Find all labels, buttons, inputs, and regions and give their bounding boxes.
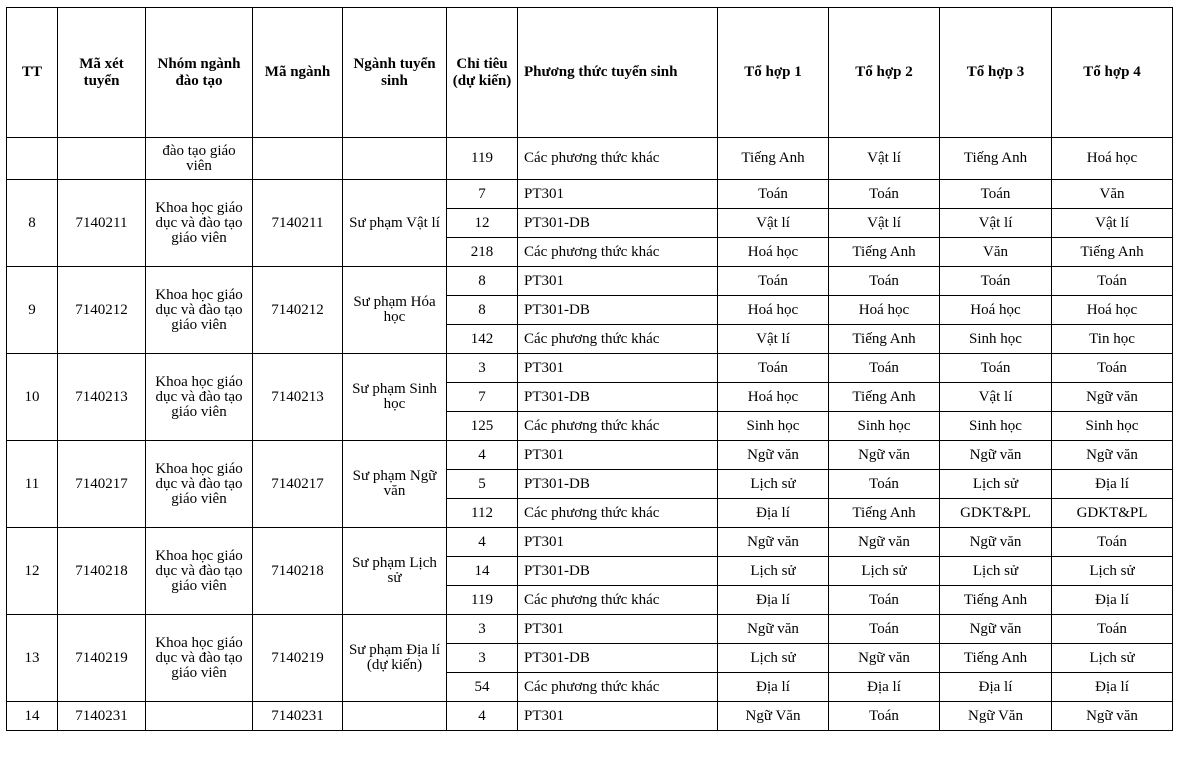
header-method: Phương thức tuyển sinh — [518, 8, 718, 138]
combo-cell: Tin học — [1052, 325, 1173, 354]
tt-cell: 8 — [7, 180, 58, 267]
combo-cell: Hoá học — [718, 296, 829, 325]
tt-cell — [7, 138, 58, 180]
header-field-group: Nhóm ngành đào tạo — [146, 8, 253, 138]
method-cell: PT301 — [518, 180, 718, 209]
combo-cell: Văn — [940, 238, 1052, 267]
combo-cell: Ngữ văn — [1052, 383, 1173, 412]
combo-cell: Tiếng Anh — [718, 138, 829, 180]
combo-cell: Vật lí — [940, 209, 1052, 238]
combo-cell: Toán — [829, 615, 940, 644]
combo-cell: Tiếng Anh — [829, 238, 940, 267]
combo-cell: Toán — [1052, 267, 1173, 296]
combo-cell: Toán — [829, 470, 940, 499]
admission-code-cell: 7140213 — [58, 354, 146, 441]
combo-cell: Toán — [1052, 528, 1173, 557]
major-code-cell: 7140211 — [253, 180, 343, 267]
method-cell: PT301-DB — [518, 470, 718, 499]
method-cell: Các phương thức khác — [518, 238, 718, 267]
combo-cell: Toán — [718, 267, 829, 296]
method-cell: PT301 — [518, 615, 718, 644]
combo-cell: GDKT&PL — [940, 499, 1052, 528]
combo-cell: Địa lí — [718, 499, 829, 528]
header-combo-4: Tổ hợp 4 — [1052, 8, 1173, 138]
quota-cell: 142 — [447, 325, 518, 354]
quota-cell: 125 — [447, 412, 518, 441]
tt-cell: 9 — [7, 267, 58, 354]
method-cell: PT301-DB — [518, 383, 718, 412]
combo-cell: Toán — [829, 354, 940, 383]
major-code-cell: 7140231 — [253, 702, 343, 731]
combo-cell: Toán — [1052, 354, 1173, 383]
method-cell: PT301 — [518, 267, 718, 296]
combo-cell: Toán — [829, 586, 940, 615]
admission-code-cell: 7140211 — [58, 180, 146, 267]
combo-cell: Toán — [829, 267, 940, 296]
major-code-cell: 7140217 — [253, 441, 343, 528]
field-group-cell: Khoa học giáo dục và đào tạo giáo viên — [146, 354, 253, 441]
combo-cell: Địa lí — [718, 673, 829, 702]
combo-cell: Vật lí — [718, 209, 829, 238]
quota-cell: 3 — [447, 644, 518, 673]
combo-cell: Vật lí — [1052, 209, 1173, 238]
table-row — [7, 354, 1173, 383]
quota-cell: 4 — [447, 441, 518, 470]
combo-cell: Ngữ văn — [718, 615, 829, 644]
combo-cell: Tiếng Anh — [940, 644, 1052, 673]
combo-cell: Hoá học — [1052, 296, 1173, 325]
quota-cell: 119 — [447, 586, 518, 615]
field-group-cell: Khoa học giáo dục và đào tạo giáo viên — [146, 180, 253, 267]
combo-cell: Văn — [1052, 180, 1173, 209]
combo-cell: Sinh học — [1052, 412, 1173, 441]
combo-cell: Hoá học — [718, 383, 829, 412]
header-tt: TT — [7, 8, 58, 138]
field-group-cell: Khoa học giáo dục và đào tạo giáo viên — [146, 267, 253, 354]
major-cell: Sư phạm Sinh học — [343, 354, 447, 441]
combo-cell: Địa lí — [1052, 673, 1173, 702]
major-code-cell: 7140218 — [253, 528, 343, 615]
quota-cell: 3 — [447, 354, 518, 383]
major-code-cell: 7140213 — [253, 354, 343, 441]
quota-cell: 7 — [447, 180, 518, 209]
combo-cell: Toán — [940, 267, 1052, 296]
combo-cell: Lịch sử — [718, 557, 829, 586]
method-cell: Các phương thức khác — [518, 499, 718, 528]
header-combo-2: Tổ hợp 2 — [829, 8, 940, 138]
header-admission-code: Mã xét tuyển — [58, 8, 146, 138]
field-group-cell: Khoa học giáo dục và đào tạo giáo viên — [146, 615, 253, 702]
header-combo-1: Tổ hợp 1 — [718, 8, 829, 138]
major-code-cell — [253, 138, 343, 180]
method-cell: PT301-DB — [518, 296, 718, 325]
combo-cell: Sinh học — [940, 412, 1052, 441]
tt-cell: 11 — [7, 441, 58, 528]
method-cell: PT301 — [518, 354, 718, 383]
table-row — [7, 702, 1173, 731]
quota-cell: 112 — [447, 499, 518, 528]
field-group-cell: Khoa học giáo dục và đào tạo giáo viên — [146, 528, 253, 615]
combo-cell: Địa lí — [1052, 470, 1173, 499]
method-cell: PT301 — [518, 702, 718, 731]
tt-cell: 13 — [7, 615, 58, 702]
combo-cell: Địa lí — [829, 673, 940, 702]
quota-cell: 119 — [447, 138, 518, 180]
admission-code-cell: 7140217 — [58, 441, 146, 528]
combo-cell: Ngữ văn — [829, 441, 940, 470]
method-cell: PT301 — [518, 528, 718, 557]
tt-cell: 12 — [7, 528, 58, 615]
method-cell: Các phương thức khác — [518, 673, 718, 702]
method-cell: PT301 — [518, 441, 718, 470]
combo-cell: Hoá học — [829, 296, 940, 325]
combo-cell: Toán — [1052, 615, 1173, 644]
table-row — [7, 267, 1173, 296]
combo-cell: Tiếng Anh — [940, 138, 1052, 180]
table-row — [7, 138, 1173, 180]
field-group-cell — [146, 702, 253, 731]
quota-cell: 218 — [447, 238, 518, 267]
tt-cell: 10 — [7, 354, 58, 441]
combo-cell: Ngữ văn — [718, 441, 829, 470]
header-major: Ngành tuyển sinh — [343, 8, 447, 138]
combo-cell: Ngữ văn — [1052, 702, 1173, 731]
header-row — [7, 8, 1173, 138]
table-row — [7, 180, 1173, 209]
major-cell: Sư phạm Địa lí (dự kiến) — [343, 615, 447, 702]
combo-cell: GDKT&PL — [1052, 499, 1173, 528]
combo-cell: Lịch sử — [718, 644, 829, 673]
admission-code-cell: 7140231 — [58, 702, 146, 731]
combo-cell: Vật lí — [940, 383, 1052, 412]
combo-cell: Địa lí — [718, 586, 829, 615]
quota-cell: 14 — [447, 557, 518, 586]
combo-cell: Địa lí — [1052, 586, 1173, 615]
combo-cell: Ngữ văn — [940, 615, 1052, 644]
combo-cell: Ngữ văn — [829, 528, 940, 557]
table-row — [7, 615, 1173, 644]
combo-cell: Ngữ Văn — [718, 702, 829, 731]
combo-cell: Toán — [718, 180, 829, 209]
combo-cell: Tiếng Anh — [829, 325, 940, 354]
method-cell: Các phương thức khác — [518, 325, 718, 354]
combo-cell: Lịch sử — [829, 557, 940, 586]
combo-cell: Hoá học — [940, 296, 1052, 325]
combo-cell: Hoá học — [1052, 138, 1173, 180]
major-cell: Sư phạm Lịch sử — [343, 528, 447, 615]
admission-code-cell: 7140218 — [58, 528, 146, 615]
tt-cell: 14 — [7, 702, 58, 731]
table-row — [7, 441, 1173, 470]
combo-cell: Ngữ văn — [940, 528, 1052, 557]
combo-cell: Hoá học — [718, 238, 829, 267]
combo-cell: Toán — [940, 180, 1052, 209]
combo-cell: Lịch sử — [1052, 557, 1173, 586]
method-cell: Các phương thức khác — [518, 586, 718, 615]
combo-cell: Lịch sử — [718, 470, 829, 499]
combo-cell: Ngữ văn — [718, 528, 829, 557]
admission-code-cell: 7140219 — [58, 615, 146, 702]
quota-cell: 8 — [447, 296, 518, 325]
combo-cell: Ngữ văn — [829, 644, 940, 673]
admission-code-cell: 7140212 — [58, 267, 146, 354]
combo-cell: Lịch sử — [1052, 644, 1173, 673]
major-cell: Sư phạm Vật lí — [343, 180, 447, 267]
header-major-code: Mã ngành — [253, 8, 343, 138]
field-group-cell: đào tạo giáo viên — [146, 138, 253, 180]
combo-cell: Sinh học — [718, 412, 829, 441]
combo-cell: Tiếng Anh — [829, 383, 940, 412]
combo-cell: Toán — [829, 702, 940, 731]
combo-cell: Vật lí — [829, 209, 940, 238]
major-code-cell: 7140219 — [253, 615, 343, 702]
method-cell: Các phương thức khác — [518, 138, 718, 180]
quota-cell: 5 — [447, 470, 518, 499]
combo-cell: Tiếng Anh — [829, 499, 940, 528]
combo-cell: Tiếng Anh — [1052, 238, 1173, 267]
combo-cell: Địa lí — [940, 673, 1052, 702]
quota-cell: 4 — [447, 528, 518, 557]
major-cell — [343, 138, 447, 180]
quota-cell: 54 — [447, 673, 518, 702]
field-group-cell: Khoa học giáo dục và đào tạo giáo viên — [146, 441, 253, 528]
table-row — [7, 528, 1173, 557]
method-cell: PT301-DB — [518, 209, 718, 238]
header-combo-3: Tổ hợp 3 — [940, 8, 1052, 138]
method-cell: PT301-DB — [518, 557, 718, 586]
quota-cell: 8 — [447, 267, 518, 296]
quota-cell: 12 — [447, 209, 518, 238]
combo-cell: Sinh học — [829, 412, 940, 441]
combo-cell: Vật lí — [718, 325, 829, 354]
admission-code-cell — [58, 138, 146, 180]
quota-cell: 4 — [447, 702, 518, 731]
combo-cell: Lịch sử — [940, 470, 1052, 499]
major-code-cell: 7140212 — [253, 267, 343, 354]
combo-cell: Tiếng Anh — [940, 586, 1052, 615]
major-cell — [343, 702, 447, 731]
combo-cell: Sinh học — [940, 325, 1052, 354]
combo-cell: Toán — [718, 354, 829, 383]
combo-cell: Lịch sử — [940, 557, 1052, 586]
method-cell: PT301-DB — [518, 644, 718, 673]
quota-cell: 7 — [447, 383, 518, 412]
major-cell: Sư phạm Ngữ văn — [343, 441, 447, 528]
combo-cell: Ngữ văn — [1052, 441, 1173, 470]
combo-cell: Toán — [940, 354, 1052, 383]
combo-cell: Toán — [829, 180, 940, 209]
quota-cell: 3 — [447, 615, 518, 644]
header-quota: Chỉ tiêu (dự kiến) — [447, 8, 518, 138]
admission-table — [6, 7, 1173, 731]
method-cell: Các phương thức khác — [518, 412, 718, 441]
combo-cell: Ngữ Văn — [940, 702, 1052, 731]
combo-cell: Ngữ văn — [940, 441, 1052, 470]
major-cell: Sư phạm Hóa học — [343, 267, 447, 354]
combo-cell: Vật lí — [829, 138, 940, 180]
